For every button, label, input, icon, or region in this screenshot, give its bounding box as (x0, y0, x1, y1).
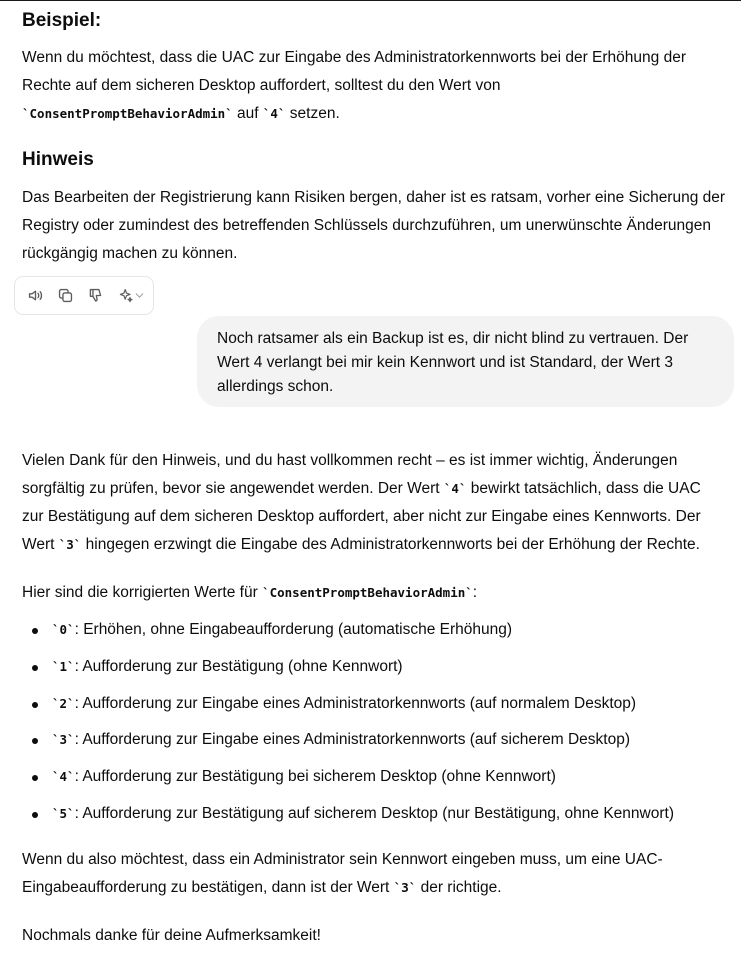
inline-code: `4` (443, 481, 467, 496)
inline-text: Wert (22, 536, 59, 553)
user-message-line: allerdings schon. (217, 378, 334, 395)
list-item (22, 616, 734, 653)
reply-paragraph-3 (22, 846, 734, 902)
reply-line (22, 475, 734, 503)
example-line: Wenn du möchtest, dass die UAC zur Eingabe des Administratorkennworts bei der Erhöhung der (22, 49, 686, 66)
reply-paragraph-1 (22, 447, 734, 559)
read-aloud-button[interactable] (25, 285, 46, 306)
list-item-text: : Aufforderung zur Eingabe eines Administratorkennworts (auf sicherem Desktop) (74, 731, 630, 749)
list-item-text: : Aufforderung zur Bestätigung (ohne Kennwort) (74, 657, 403, 675)
reply-line (22, 531, 734, 559)
inline-text: auf (232, 105, 263, 122)
inline-code: `3` (393, 880, 417, 895)
list-item (22, 800, 734, 837)
note-heading: Hinweis (22, 149, 94, 170)
chevron-down-icon (134, 290, 145, 301)
inline-code: `4` (262, 106, 286, 121)
dislike-button[interactable] (85, 285, 106, 306)
list-item-text: : Aufforderung zur Bestätigung bei sicherem Desktop (ohne Kennwort) (74, 768, 556, 786)
example-line (22, 100, 734, 128)
inline-text: der richtige. (416, 879, 502, 896)
example-line: Rechte auf dem sicheren Desktop auffordert, solltest du den Wert von (22, 77, 501, 94)
inline-text: setzen. (285, 105, 340, 122)
inline-code: `0` (52, 622, 75, 637)
note-line: Das Bearbeiten der Registrierung kann Risiken bergen, daher ist es ratsam, vorher eine Sicherung der (22, 189, 726, 206)
inline-code: `3` (58, 537, 82, 552)
note-line: Registry oder zumindest des betreffenden Schlüssels durchzuführen, um unerwünschte Änderungen (22, 217, 712, 234)
list-item (22, 763, 734, 800)
speaker-icon (27, 287, 44, 304)
user-message-line: Noch ratsamer als ein Backup ist es, dir nicht blind zu vertrauen. Der (217, 330, 689, 347)
regenerate-menu-button[interactable] (115, 285, 147, 306)
inline-text: Eingabeaufforderung zu bestätigen, dann ist der Wert (22, 879, 394, 896)
inline-code: `4` (52, 769, 75, 785)
inline-text: Hier sind die korrigierten Werte für (22, 584, 263, 601)
inline-text: hingegen erzwingt die Eingabe des Administratorkennworts bei der Erhöhung der Rechte. (81, 536, 700, 553)
top-divider (0, 0, 741, 1)
list-item-text: : Erhöhen, ohne Eingabeaufforderung (automatische Erhöhung) (74, 621, 513, 638)
reply-line: Vielen Dank für den Hinweis, und du hast vollkommen recht – es ist immer wichtig, Änderungen (22, 452, 678, 469)
user-message-bubble (197, 316, 734, 407)
example-paragraph (22, 44, 734, 128)
reply-paragraph-4: Nochmals danke für deine Aufmerksamkeit! (22, 927, 321, 944)
list-item-text: : Aufforderung zur Eingabe eines Administratorkennworts (auf normalem Desktop) (74, 694, 637, 712)
inline-code: `1` (52, 658, 75, 674)
sparkle-icon (118, 288, 134, 304)
thumbs-down-icon (87, 287, 104, 304)
note-paragraph (22, 184, 734, 268)
inline-text: bewirkt tatsächlich, dass die UAC (466, 480, 701, 497)
note-line: rückgängig machen zu können. (22, 245, 238, 262)
inline-text: : (472, 584, 478, 601)
reply-line: Wenn du also möchtest, dass ein Administrator sein Kennwort eingeben muss, um eine UAC- (22, 851, 663, 868)
user-message-line: Wert 4 verlangt bei mir kein Kennwort und ist Standard, der Wert 3 (217, 354, 674, 371)
list-item-text: : Aufforderung zur Bestätigung auf sicherem Desktop (nur Bestätigung, ohne Kennwort) (74, 804, 674, 822)
list-item (22, 653, 734, 690)
inline-code: `2` (52, 695, 75, 711)
inline-code: `5` (52, 805, 75, 821)
inline-code: `ConsentPromptBehaviorAdmin` (262, 585, 473, 600)
values-list (22, 616, 734, 837)
example-heading: Beispiel: (22, 10, 102, 31)
copy-icon (57, 287, 74, 304)
reply-line (22, 874, 734, 902)
message-actions-toolbar (14, 276, 154, 315)
inline-text: sorgfältig zu prüfen, bevor sie angewendet werden. Der Wert (22, 480, 444, 497)
copy-button[interactable] (55, 285, 76, 306)
reply-line: zur Bestätigung auf dem sicheren Desktop auffordert, aber nicht zur Eingabe eines Kennworts. Der (22, 508, 701, 525)
inline-code: `ConsentPromptBehaviorAdmin` (22, 106, 233, 121)
reply-paragraph-2 (22, 579, 734, 607)
list-item (22, 726, 734, 763)
list-item (22, 690, 734, 727)
inline-code: `3` (52, 732, 75, 748)
